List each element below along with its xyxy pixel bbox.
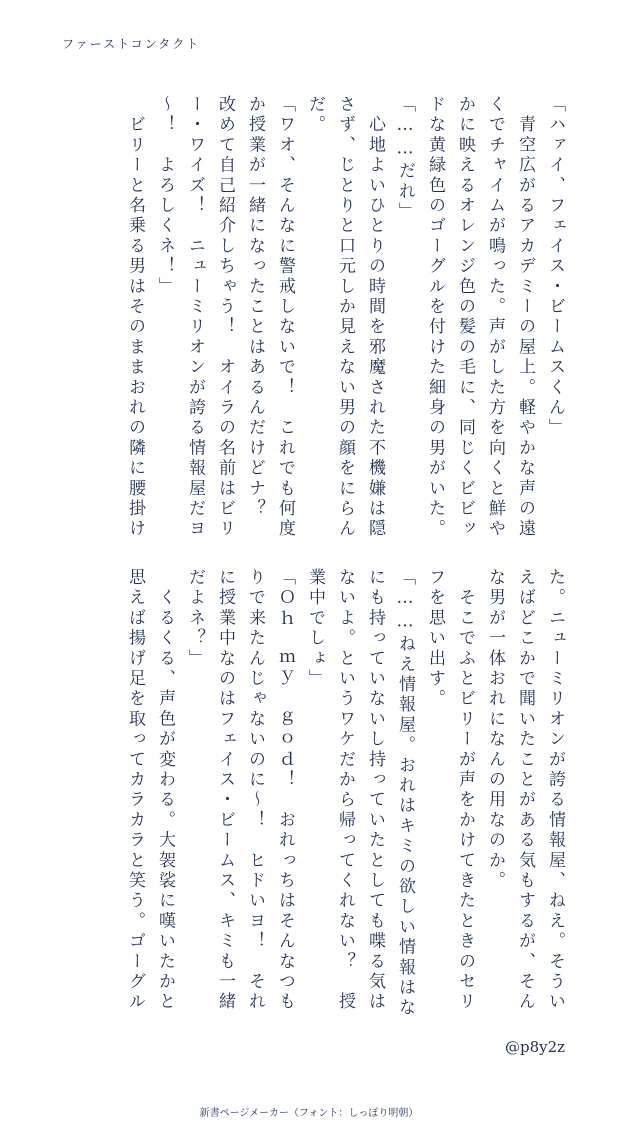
text-line: にも持っていないし持っていたとしても喋る気は <box>365 568 385 1013</box>
page-title: ファーストコンタクト <box>62 37 201 51</box>
text-line: か授業が一緒になったことはあるんだけどナ？ <box>245 95 265 520</box>
text-line: 「……ねえ情報屋。おれはキミの欲しい情報はな <box>395 568 415 1019</box>
text-line: ないよ。というワケだから帰ってくれない？ 授 <box>335 568 355 1013</box>
text-line: 「……だれ」 <box>395 95 415 223</box>
text-line: 心地よいひとりの時間を邪魔された不機嫌は隠 <box>365 95 385 540</box>
text-line: ドな黄緑色のゴーグルを付けた細身の男がいた。 <box>425 95 445 540</box>
text-line: 「Ｏｈ ｍｙ ｇｏｄ！ おれっちはそんなつも <box>275 568 295 1013</box>
text-line: ビリーと名乗る男はそのままおれの隣に腰掛け <box>125 95 145 540</box>
text-line: に授業中なのはフェイス・ビームス、キミも一緒 <box>215 568 235 1013</box>
text-line: た。ニューミリオンが誇る情報屋、ねえ。そうい <box>545 568 565 1013</box>
text-line: な男が一体おれになんの用なのか。 <box>485 568 505 892</box>
text-line: ～！ よろしくネ！」 <box>155 95 175 297</box>
text-block-lower <box>125 568 570 1019</box>
footer-credit: 新書ページメーカー（フォント：しっぽり明朝） <box>199 1108 419 1119</box>
text-line: 業中でしょ」 <box>305 568 325 690</box>
text-line: りで来たんじゃないのに～！ ヒドいヨ！ それ <box>245 568 265 1013</box>
text-line: だよネ？」 <box>185 568 205 669</box>
text-block-upper <box>125 95 570 540</box>
text-line: 「ワオ、そんなに警戒しないで！ これでも何度 <box>275 95 295 540</box>
author-signature: @p8y2z <box>505 1038 566 1056</box>
text-line: フを思い出す。 <box>425 568 445 710</box>
text-line: そこでふとビリーが声をかけてきたときのセリ <box>455 568 475 1013</box>
text-line: ー・ワイズ！ ニューミリオンが誇る情報屋だヨ <box>185 95 205 540</box>
text-line: くるくる、声色が変わる。大袈裟に嘆いたかと <box>155 568 175 1013</box>
text-line: 「ハァイ、フェイス・ビームスくん」 <box>545 95 565 439</box>
text-line: くでチャイムが鳴った。声がした方を向くと鮮や <box>485 95 505 540</box>
text-line: 思えば揚げ足を取ってカラカラと笑う。ゴーグル <box>125 568 145 1013</box>
text-line: 青空広がるアカデミーの屋上。軽やかな声の遠 <box>515 95 535 540</box>
text-line: だ。 <box>305 95 325 136</box>
text-line: かに映えるオレンジ色の髪の毛に、同じくビビッ <box>455 95 475 540</box>
text-line: 改めて自己紹介しちゃう！ オイラの名前はビリ <box>215 95 235 540</box>
text-line: さず、じとりと口元しか見えない男の顔をにらん <box>335 95 355 540</box>
text-line: えばどこかで聞いたことがある気もするが、そん <box>515 568 535 1013</box>
